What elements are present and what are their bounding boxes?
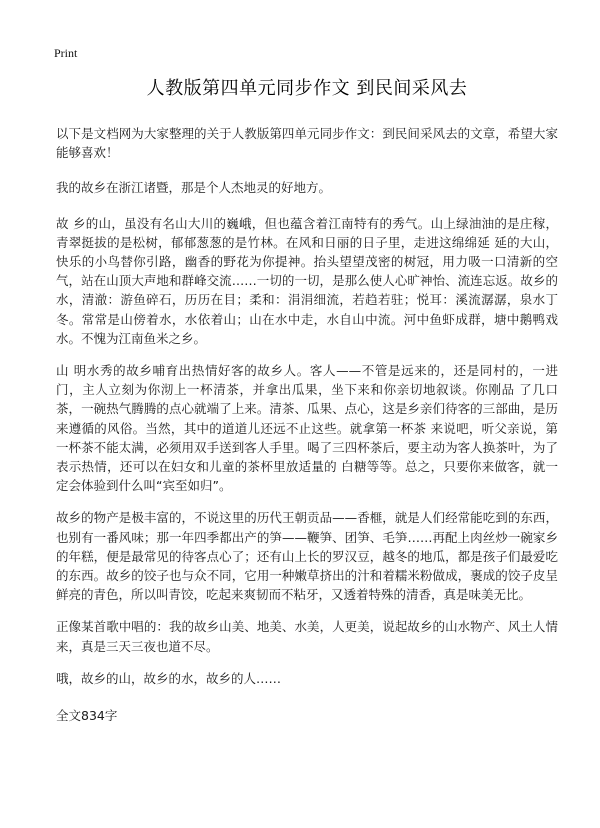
paragraph-hospitality: 山 明水秀的故乡哺育出热情好客的故乡人。客人——不管是远来的，还是同村的，一进门，主人立刻为你沏上一杯清茶，并拿出瓜果，坐下来和你亲切地叙谈。你刚品 了几口茶，一碗热气腾腾的点心就端了上来。清茶、瓜果、点心，这是乡亲们待客的三部曲，是历来遵循的风俗。当然，其中的道道儿还远不止这些。就拿第一杯茶 来说吧，听父亲说，第一杯茶不能太满，必须用双手送到客人手里。喝了三四杯茶后，要主动为客人换茶叶，为了表示热情，还可以在妇女和儿童的茶杯里放适量的 白糖等等。总之，只要你来做客，就一定会体验到什么叫“宾至如归”。 <box>56 363 558 494</box>
paragraph-local-products: 故乡的物产是极丰富的，不说这里的历代王朝贡品——香榧，就是人们经常能吃到的东西，也别有一番风味；那一年四季都出产的笋——鞭笋、团笋、毛笋……再配上肉丝炒一碗家乡的年糕，便是最常见的待客点心了；还有山上长的罗汉豆，越冬的地瓜，都是孩子们最爱吃的东西。故乡的饺子也与众不同，它用一种嫩草挤出的汁和着糯米粉做成，裹成的饺子皮呈鲜亮的青色，所以叫青饺，吃起来爽韧而不粘牙，又透着特殊的清香，真是味美无比。 <box>56 510 558 603</box>
print-link[interactable]: Print <box>54 46 78 60</box>
word-count: 全文834字 <box>56 708 118 724</box>
article-title: 人教版第四单元同步作文 到民间采风去 <box>146 78 468 99</box>
paragraph-mountains-water: 故 乡的山，虽没有名山大川的巍峨，但也蕴含着江南特有的秀气。山上绿油油的是庄稼，青翠挺拔的是松树，郁郁葱葱的是竹林。在风和日丽的日子里，走进这绵绵延 延的大山，快乐的小鸟替你引路，幽香的野花为你提神。抬头望望茂密的树冠，用力吸一口清新的空气，站在山顶大声地和群峰交流……一切的一切，是那么使人心旷神怡、流连忘返。故乡的水，清澈：游鱼碎石，历历在目；柔和：涓涓细流，若趋若驻；悦耳：溪流潺潺，泉水丁冬。常常是山傍着水，水依着山；山在水中走，水自山中流。河中鱼虾成群，塘中鹅鸭戏水。不愧为江南鱼米之乡。 <box>56 215 558 346</box>
paragraph-hometown: 我的故乡在浙江诸暨，那是个人杰地灵的好地方。 <box>56 180 332 196</box>
article-intro: 以下是文档网为大家整理的关于人教版第四单元同步作文：到民间采风去的文章，希望大家能够喜欢！ <box>56 126 558 161</box>
paragraph-closing: 哦，故乡的山，故乡的水，故乡的人…… <box>56 670 282 686</box>
paragraph-song: 正像某首歌中唱的：我的故乡山美、地美、水美，人更美，说起故乡的山水物产、风土人情来，真是三天三夜也道不尽。 <box>56 619 558 654</box>
article <box>56 76 558 725</box>
